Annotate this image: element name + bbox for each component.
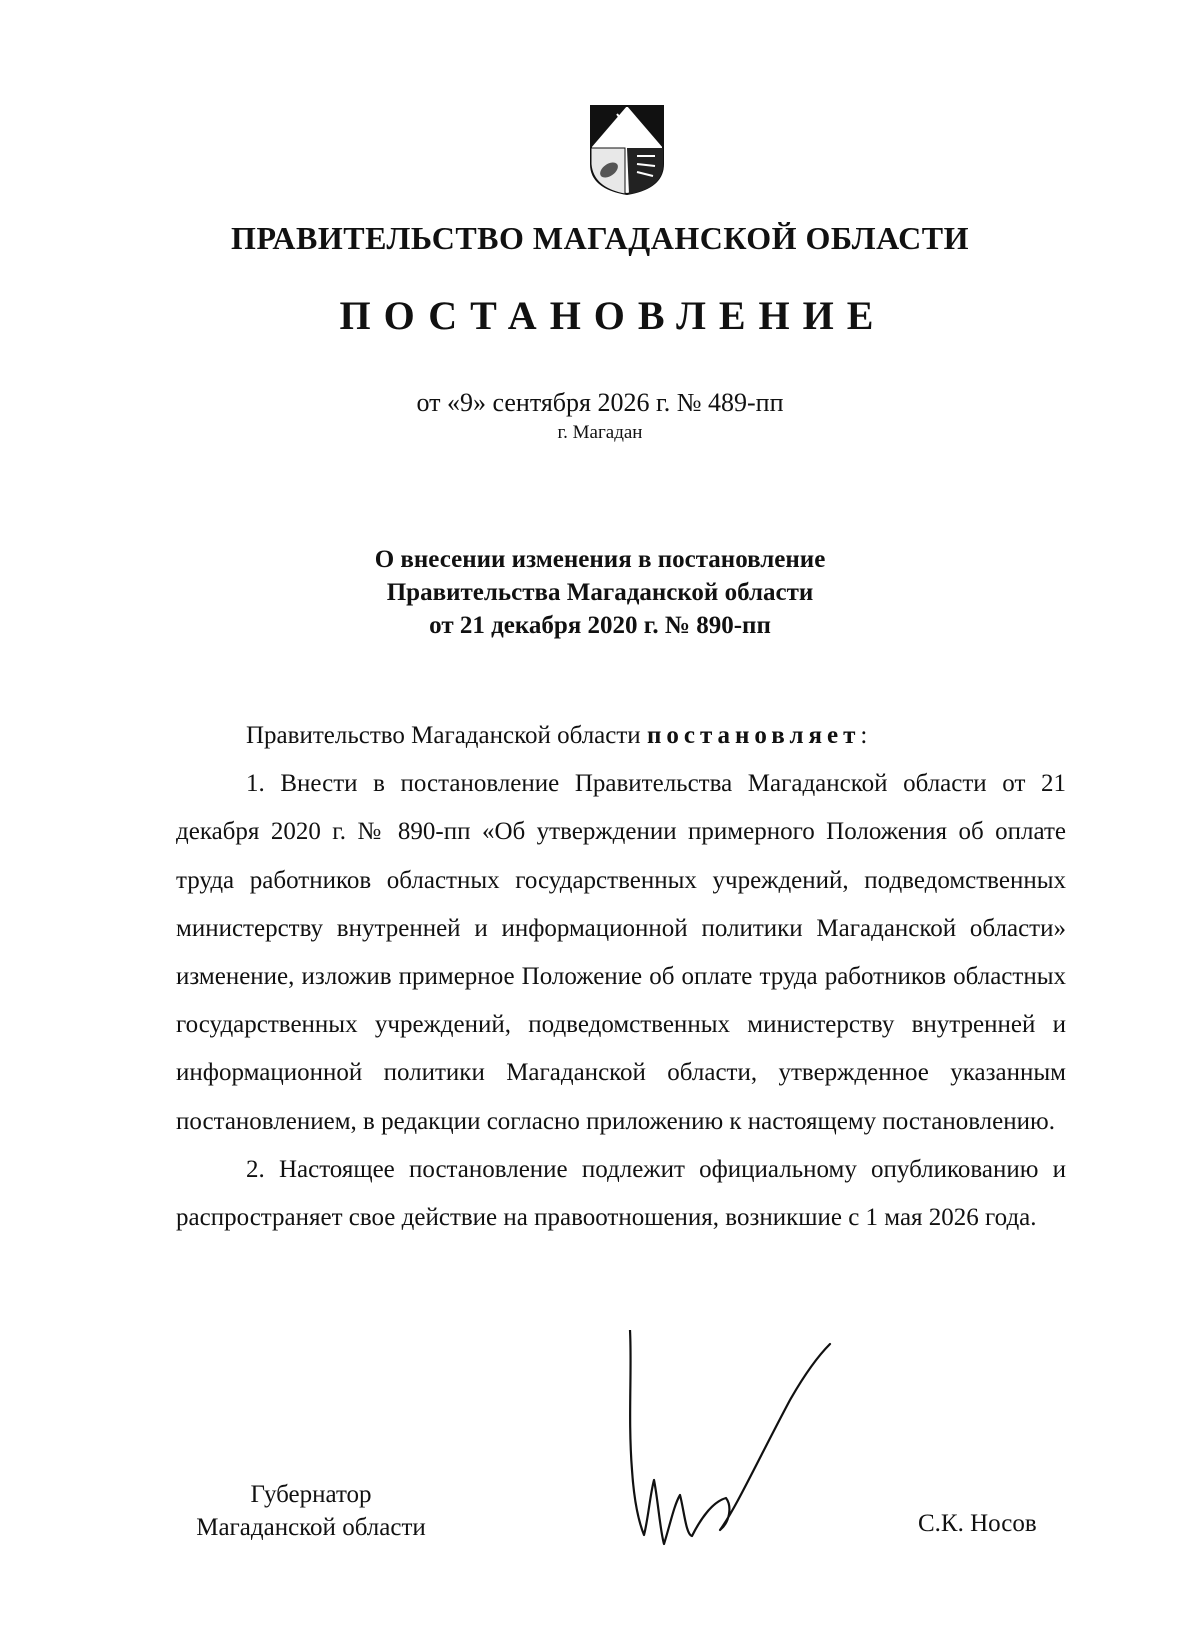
document-date-number: от «9» сентября 2026 г. № 489-пп <box>416 388 784 417</box>
subject-line: Правительства Магаданской области <box>386 579 814 606</box>
preamble-prefix: Правительство Магаданской области <box>246 722 647 749</box>
preamble-paragraph <box>176 712 1066 760</box>
signer-name: С.К. Носов <box>918 1510 1037 1537</box>
document-city: г. Магадан <box>557 422 643 443</box>
organization-title: ПРАВИТЕЛЬСТВО МАГАДАНСКОЙ ОБЛАСТИ <box>231 220 969 256</box>
signatory-position <box>176 1478 446 1544</box>
subject-line: О внесении изменения в постановление <box>374 546 826 573</box>
handwritten-signature-icon <box>620 1330 880 1570</box>
subject-line: от 21 декабря 2020 г. № 890-пп <box>429 612 771 639</box>
document-type: ПОСТАНОВЛЕНИЕ <box>339 293 887 338</box>
document-body <box>176 712 1066 1242</box>
position-line: Магаданской области <box>196 1514 426 1541</box>
position-line: Губернатор <box>250 1481 372 1508</box>
preamble-suffix: : <box>860 722 868 749</box>
item-2-paragraph: 2. Настоящее постановление подлежит официальному опубликованию и распространяет свое действие на правоотношения, возникшие с 1 мая 2026 года. <box>176 1155 1066 1232</box>
coat-of-arms-icon <box>589 104 665 196</box>
item-1-paragraph: 1. Внести в постановление Правительства Магаданской области от 21 декабря 2020 г. № 890-пп «Об утверждении примерного Положения об оплате труда работников областных государственных учреждений, подведомственных министерству внутренней и информационной политики Магаданской области» изменение, изложив примерное Положение об оплате труда работников областных государственных учреждений, подведомственных министерству внутренней и информационной политики Магаданской области, утвержденное указанным постановлением, в редакции согласно приложению к настоящему постановлению. <box>176 770 1066 1135</box>
preamble-verb: постановляет <box>646 722 861 749</box>
document-subject <box>0 543 1200 642</box>
